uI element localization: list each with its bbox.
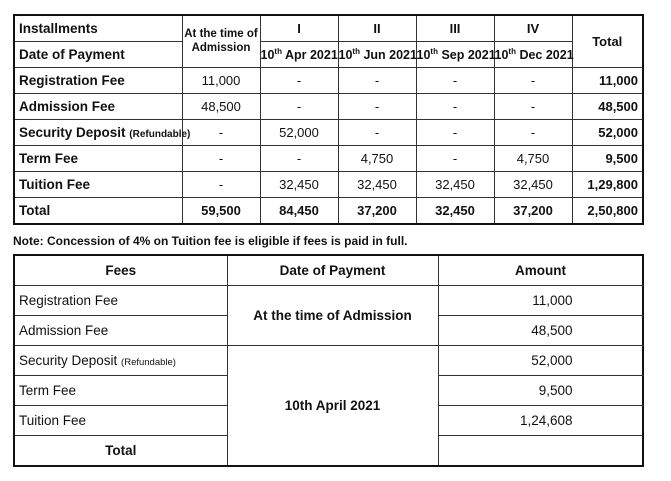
table-row bbox=[14, 286, 643, 316]
installments-label: Installments bbox=[14, 15, 182, 42]
fees-header-row bbox=[14, 255, 643, 286]
table-cell: 11,000 bbox=[182, 68, 260, 94]
table-cell: 32,450 bbox=[494, 172, 572, 198]
row-label: Tuition Fee bbox=[14, 172, 182, 198]
installments-table bbox=[13, 14, 644, 225]
row-label: Admission Fee bbox=[14, 94, 182, 120]
installment-date-1: 10th Apr 2021 bbox=[260, 42, 338, 68]
table-cell: - bbox=[494, 120, 572, 146]
fees-header: Fees bbox=[14, 255, 227, 286]
table-cell: - bbox=[182, 120, 260, 146]
table-row bbox=[14, 94, 643, 120]
row-label: Security Deposit (Refundable) bbox=[14, 120, 182, 146]
total-cell: 37,200 bbox=[494, 198, 572, 225]
table-cell: - bbox=[260, 94, 338, 120]
total-header: Total bbox=[572, 15, 643, 68]
empty-cell bbox=[438, 436, 643, 467]
installment-date-4: 10th Dec 2021 bbox=[494, 42, 572, 68]
table-row bbox=[14, 146, 643, 172]
fee-amount: 48,500 bbox=[438, 316, 643, 346]
row-label: Registration Fee bbox=[14, 68, 182, 94]
fee-amount: 1,24,608 bbox=[438, 406, 643, 436]
fee-label: Term Fee bbox=[14, 376, 227, 406]
row-total: 1,29,800 bbox=[572, 172, 643, 198]
fee-label: Registration Fee bbox=[14, 286, 227, 316]
fee-amount: 52,000 bbox=[438, 346, 643, 376]
installment-date-2: 10th Jun 2021 bbox=[338, 42, 416, 68]
row-label: Term Fee bbox=[14, 146, 182, 172]
table-cell: - bbox=[416, 120, 494, 146]
total-cell: 37,200 bbox=[338, 198, 416, 225]
grand-total: 2,50,800 bbox=[572, 198, 643, 225]
fee-label: Security Deposit (Refundable) bbox=[14, 346, 227, 376]
date-group-admission: At the time of Admission bbox=[227, 286, 438, 346]
table-cell: - bbox=[338, 120, 416, 146]
installment-numeral-3: III bbox=[416, 15, 494, 42]
table-row bbox=[14, 68, 643, 94]
at-time-line2: Admission bbox=[191, 41, 251, 54]
date-of-payment-header: Date of Payment bbox=[227, 255, 438, 286]
total-row bbox=[14, 198, 643, 225]
total-cell: 84,450 bbox=[260, 198, 338, 225]
date-of-payment-label: Date of Payment bbox=[14, 42, 182, 68]
table-row bbox=[14, 172, 643, 198]
table-cell: 52,000 bbox=[260, 120, 338, 146]
row-total: 11,000 bbox=[572, 68, 643, 94]
refundable-note: (Refundable) bbox=[121, 356, 176, 368]
table-cell: - bbox=[182, 172, 260, 198]
total-cell: 32,450 bbox=[416, 198, 494, 225]
table-cell: - bbox=[182, 146, 260, 172]
fee-amount: 11,000 bbox=[438, 286, 643, 316]
installment-numeral-2: II bbox=[338, 15, 416, 42]
fee-amount: 9,500 bbox=[438, 376, 643, 406]
table-cell: - bbox=[494, 94, 572, 120]
header-row-installments bbox=[14, 15, 643, 42]
installment-numeral-4: IV bbox=[494, 15, 572, 42]
row-total: 9,500 bbox=[572, 146, 643, 172]
table-cell: - bbox=[494, 68, 572, 94]
table-cell: 4,750 bbox=[338, 146, 416, 172]
at-time-of-admission-header bbox=[182, 15, 260, 68]
table-cell: - bbox=[416, 94, 494, 120]
table-cell: - bbox=[416, 146, 494, 172]
table-cell: - bbox=[416, 68, 494, 94]
installment-date-3: 10th Sep 2021 bbox=[416, 42, 494, 68]
total-row-label: Total bbox=[14, 198, 182, 225]
table-cell: 32,450 bbox=[260, 172, 338, 198]
table-cell: - bbox=[338, 68, 416, 94]
fees-total-label: Total bbox=[14, 436, 227, 467]
refundable-note: (Refundable) bbox=[129, 128, 191, 140]
installment-numeral-1: I bbox=[260, 15, 338, 42]
table-cell: 4,750 bbox=[494, 146, 572, 172]
table-cell: 48,500 bbox=[182, 94, 260, 120]
row-total: 52,000 bbox=[572, 120, 643, 146]
amount-header: Amount bbox=[438, 255, 643, 286]
row-total: 48,500 bbox=[572, 94, 643, 120]
header-row-dates bbox=[14, 42, 643, 68]
fee-label: Tuition Fee bbox=[14, 406, 227, 436]
table-row bbox=[14, 346, 643, 376]
fee-label: Admission Fee bbox=[14, 316, 227, 346]
table-cell: 32,450 bbox=[416, 172, 494, 198]
table-cell: 32,450 bbox=[338, 172, 416, 198]
date-group-april: 10th April 2021 bbox=[227, 346, 438, 467]
table-cell: - bbox=[260, 68, 338, 94]
at-time-line1: At the time of bbox=[184, 27, 258, 40]
concession-note: Note: Concession of 4% on Tuition fee is eligible if fees is paid in full. bbox=[13, 234, 408, 248]
table-row bbox=[14, 120, 643, 146]
table-cell: - bbox=[338, 94, 416, 120]
fees-table bbox=[13, 254, 644, 467]
total-cell: 59,500 bbox=[182, 198, 260, 225]
table-cell: - bbox=[260, 146, 338, 172]
